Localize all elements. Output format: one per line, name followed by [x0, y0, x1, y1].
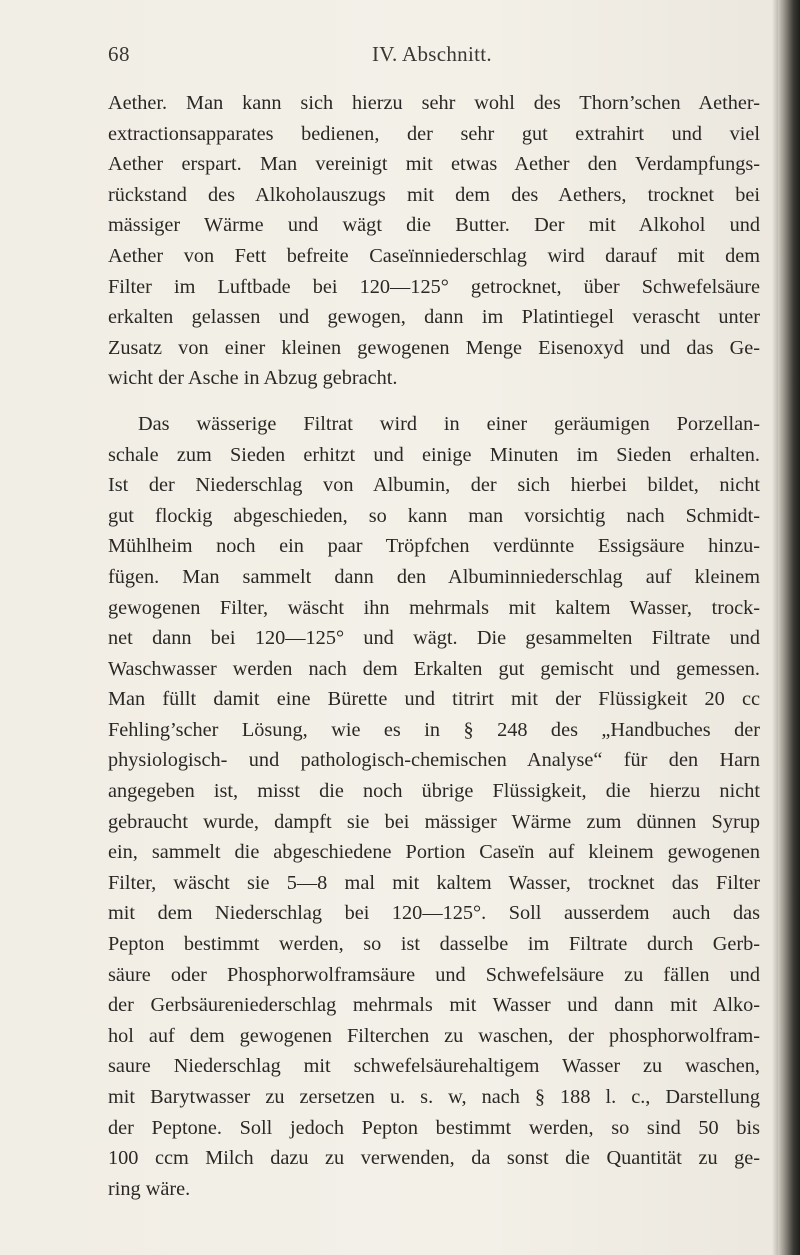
text-line: mit dem Niederschlag bei 120—125°. Soll ausserdem auch das — [108, 902, 760, 925]
page-header — [0, 42, 800, 70]
text-line: Aether erspart. Man vereinigt mit etwas Aether den Verdampfungs- — [108, 153, 760, 176]
text-line: Waschwasser werden nach dem Erkalten gut gemischt und gemessen. — [108, 657, 760, 680]
paragraph-2 — [108, 409, 760, 1204]
text-line: der Gerbsäureniederschlag mehrmals mit Wasser und dann mit Alko- — [108, 994, 760, 1017]
text-line: Mühlheim noch ein paar Tröpfchen verdünnte Essigsäure hinzu- — [108, 535, 760, 558]
text-line: Fehling’scher Lösung, wie es in § 248 des „Handbuches der — [108, 718, 760, 741]
text-line: mässiger Wärme und wägt die Butter. Der mit Alkohol und — [108, 214, 760, 237]
paragraph-1 — [108, 88, 760, 394]
text-line: Filter im Luftbade bei 120—125° getrocknet, über Schwefelsäure — [108, 275, 760, 298]
paragraph-gap — [108, 394, 760, 409]
text-line: Aether. Man kann sich hierzu sehr wohl des Thorn’schen Aether- — [108, 92, 760, 114]
text-line: säure oder Phosphorwolframsäure und Schwefelsäure zu fällen und — [108, 963, 760, 986]
text-line: fügen. Man sammelt dann den Albuminniederschlag auf kleinem — [108, 565, 760, 588]
text-line: rückstand des Alkoholauszugs mit dem des Aethers, trocknet bei — [108, 183, 760, 206]
text-line: Aether von Fett befreite Caseïnniederschlag wird darauf mit dem — [108, 244, 760, 267]
text-line: gewogenen Filter, wäscht ihn mehrmals mit kaltem Wasser, trock- — [108, 596, 760, 619]
text-line: gut flockig abgeschieden, so kann man vorsichtig nach Schmidt- — [108, 504, 760, 527]
text-line: mit Barytwasser zu zersetzen u. s. w, nach § 188 l. c., Darstellung — [108, 1086, 760, 1108]
body-text — [108, 88, 760, 1204]
text-line: 100 ccm Milch dazu zu verwenden, da sonst die Quantität zu ge- — [108, 1147, 760, 1170]
text-line: Pepton bestimmt werden, so ist dasselbe im Filtrate durch Gerb- — [108, 933, 760, 956]
text-line: extractionsapparates bedienen, der sehr gut extrahirt und viel — [108, 122, 760, 145]
text-line: schale zum Sieden erhitzt und einige Minuten im Sieden erhalten. — [108, 443, 760, 466]
text-line: saure Niederschlag mit schwefelsäurehaltigem Wasser zu waschen, — [108, 1055, 760, 1078]
text-line: der Peptone. Soll jedoch Pepton bestimmt werden, so sind 50 bis — [108, 1116, 760, 1139]
text-line: Ist der Niederschlag von Albumin, der sich hierbei bildet, nicht — [108, 474, 760, 497]
page-number: 68 — [108, 42, 130, 66]
text-line: net dann bei 120—125° und wägt. Die gesammelten Filtrate und — [108, 627, 760, 650]
text-line: hol auf dem gewogenen Filterchen zu waschen, der phosphorwolfram- — [108, 1024, 760, 1047]
text-line: gebraucht wurde, dampft sie bei mässiger Wärme zum dünnen Syrup — [108, 810, 760, 833]
text-line: ein, sammelt die abgeschiedene Portion Caseïn auf kleinem gewogenen — [108, 841, 760, 864]
text-line: Man füllt damit eine Bürette und titrirt mit der Flüssigkeit 20 cc — [108, 688, 760, 711]
running-head: IV. Abschnitt. — [372, 42, 492, 66]
text-line: Filter, wäscht sie 5—8 mal mit kaltem Wasser, trocknet das Filter — [108, 871, 760, 894]
text-line: ring wäre. — [108, 1177, 191, 1200]
text-line: angegeben ist, misst die noch übrige Flüssigkeit, die hierzu nicht — [108, 780, 760, 803]
text-line: Zusatz von einer kleinen gewogenen Menge Eisenoxyd und das Ge- — [108, 336, 760, 359]
book-spine-edge — [778, 0, 800, 1255]
text-line: Das wässerige Filtrat wird in einer geräumigen Porzellan- — [138, 412, 760, 435]
text-line: wicht der Asche in Abzug gebracht. — [108, 367, 398, 390]
text-line: erkalten gelassen und gewogen, dann im Platintiegel verascht unter — [108, 306, 760, 329]
text-line: physiologisch- und pathologisch-chemischen Analyse“ für den Harn — [108, 749, 760, 772]
